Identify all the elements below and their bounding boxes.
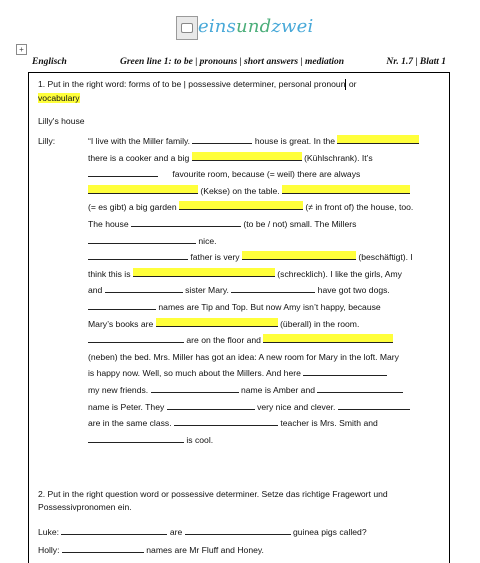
answer-blank[interactable] — [88, 251, 188, 260]
answer-blank[interactable] — [282, 185, 410, 194]
topic-label: Green line 1: to be | pronouns | short answers | mediation — [120, 57, 345, 67]
story-line: there is a cooker and a big (Kühlschrank). It’s — [88, 152, 373, 163]
story-line: “I live with the Miller family. house is great. In the — [88, 133, 448, 150]
answer-blank[interactable] — [179, 201, 303, 210]
answer-blank[interactable] — [167, 401, 255, 410]
answer-blank[interactable] — [151, 384, 239, 393]
speaker-label: Lilly: — [38, 136, 56, 146]
story-line: (= es gibt) a big garden (≠ in front of) the house, too. — [88, 202, 414, 213]
speaker-label: Holly: — [38, 545, 60, 555]
story-line: my new friends. name is Amber and — [88, 382, 448, 399]
answer-blank[interactable] — [231, 284, 315, 293]
story-line: father is very (beschäftigt). I — [88, 249, 448, 266]
answer-blank[interactable] — [156, 318, 278, 327]
story-line: favourite room, because (= weil) there are always — [88, 166, 448, 183]
answer-blank[interactable] — [192, 135, 252, 144]
task2-row: Luke: are guinea pigs called? — [38, 527, 367, 537]
answer-blank[interactable] — [88, 235, 196, 244]
answer-blank[interactable] — [317, 384, 403, 393]
answer-blank[interactable] — [185, 526, 291, 535]
story-line: Mary’s books are (überall) in the room. — [88, 318, 360, 329]
answer-blank[interactable] — [88, 301, 156, 310]
logo-text: einsundzwei — [198, 16, 314, 37]
answer-blank[interactable] — [88, 334, 184, 343]
logo-icon — [176, 16, 198, 40]
answer-blank[interactable] — [174, 417, 278, 426]
answer-blank[interactable] — [88, 168, 158, 177]
task2-row: Holly: names are Mr Fluff and Honey. — [38, 545, 264, 555]
answer-blank[interactable] — [242, 251, 356, 260]
story-line: (neben) the bed. Mrs. Miller has got an idea: A new room for Mary in the loft. Mary — [88, 351, 399, 362]
subject-label: Englisch — [32, 57, 67, 67]
story-line: name is Peter. They very nice and clever. — [88, 399, 448, 416]
story-line: nice. — [88, 233, 448, 250]
task2-instruction-cont: Possessivpronomen ein. — [38, 502, 132, 512]
story-line: is happy now. Well, so much about the Millers. And here — [88, 365, 448, 382]
story-line: are in the same class. teacher is Mrs. Smith and — [88, 418, 378, 429]
task2-instruction: 2. Put in the right question word or possessive determiner. Setze das richtige Fragewort und — [38, 489, 388, 499]
answer-blank[interactable] — [105, 284, 183, 293]
text-cursor — [345, 79, 346, 90]
logo — [176, 14, 316, 42]
sheet-number: Nr. 1.7 | Blatt 1 — [386, 57, 446, 67]
table-move-handle-icon[interactable]: + — [16, 44, 27, 55]
speaker-label: Luke: — [38, 527, 60, 537]
answer-blank[interactable] — [192, 152, 302, 161]
story-line: think this is (schrecklich). I like the girls, Amy — [88, 268, 402, 279]
story-text — [88, 133, 448, 448]
story-line: The house (to be / not) small. The Millers — [88, 218, 357, 229]
story-line: and sister Mary. have got two dogs. — [88, 285, 390, 296]
story-line: names are Tip and Top. But now Amy isn’t happy, because — [88, 299, 448, 316]
answer-blank[interactable] — [133, 268, 275, 277]
story-line: is cool. — [88, 432, 448, 449]
story-line: are on the floor and — [88, 332, 448, 349]
answer-blank[interactable] — [263, 334, 393, 343]
answer-blank[interactable] — [62, 544, 144, 553]
answer-blank[interactable] — [61, 526, 167, 535]
answer-blank[interactable] — [88, 434, 184, 443]
task1-instruction: 1. Put in the right word: forms of to be | possessive determiner, personal pronoun or — [38, 79, 357, 89]
answer-blank[interactable] — [338, 401, 410, 410]
story-title: Lilly's house — [38, 116, 85, 126]
story-line: (Kekse) on the table. — [88, 183, 448, 200]
answer-blank[interactable] — [131, 218, 241, 227]
answer-blank[interactable] — [88, 185, 198, 194]
task1-instruction-cont: vocabulary — [38, 93, 80, 103]
worksheet-header — [28, 57, 446, 71]
answer-blank[interactable] — [337, 135, 419, 144]
answer-blank[interactable] — [303, 367, 387, 376]
